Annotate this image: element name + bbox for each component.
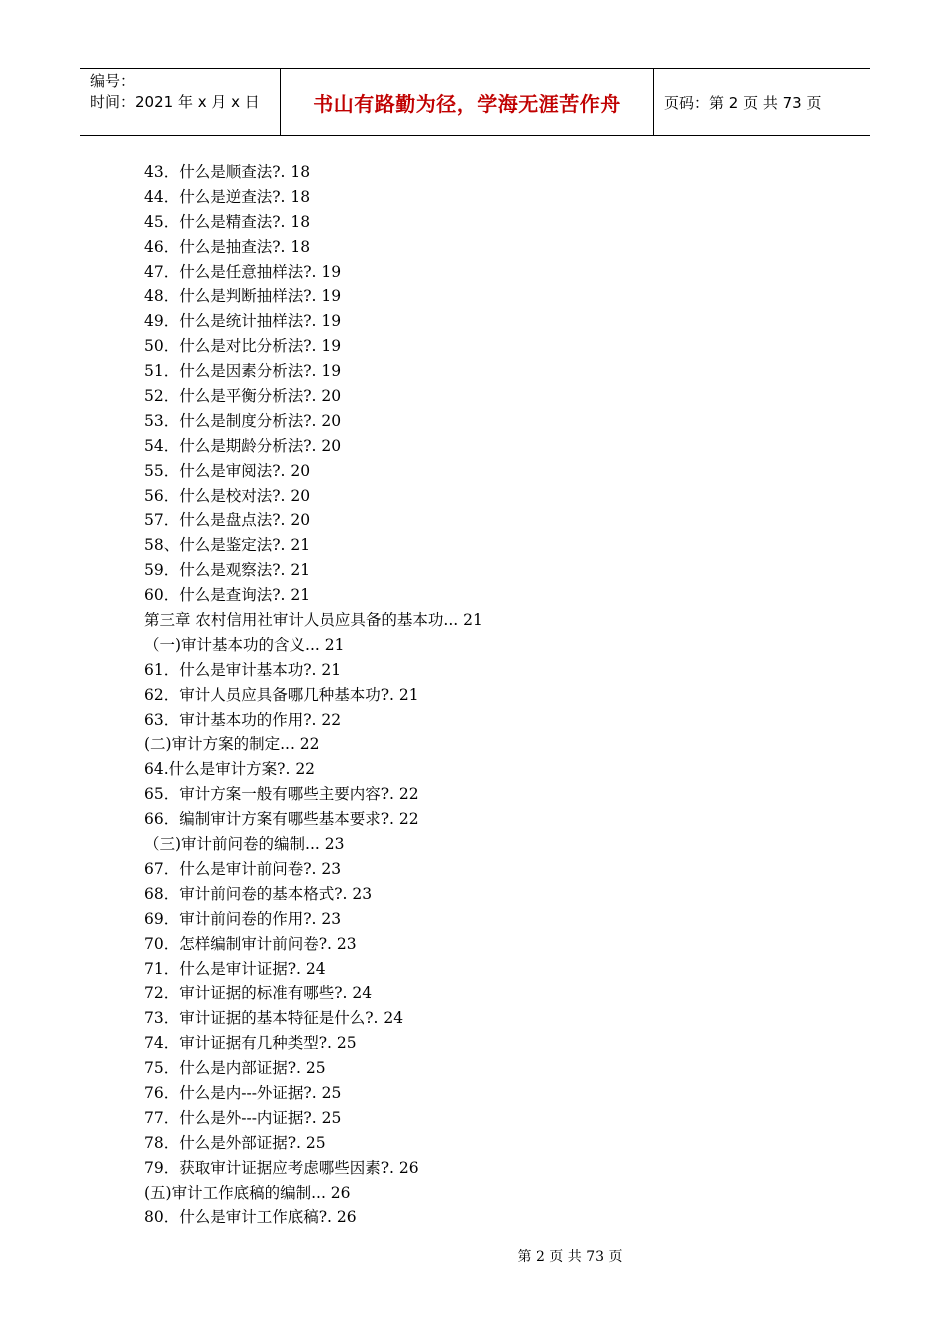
- toc-entry: 57．什么是盘点法?. 20: [144, 511, 311, 530]
- page-footer: 第 2 页 共 73 页: [517, 1249, 623, 1265]
- toc-entry: (五)审计工作底稿的编制... 26: [144, 1183, 351, 1202]
- toc-entry: 60．什么是查询法?. 21: [144, 586, 311, 605]
- toc-entry: 43．什么是顺查法?. 18: [144, 163, 311, 181]
- toc-entry: 44．什么是逆查法?. 18: [144, 187, 311, 206]
- toc-entry: 51．什么是因素分析法?. 19: [144, 362, 342, 381]
- toc-entry: 65．审计方案一般有哪些主要内容?. 22: [144, 785, 419, 804]
- toc-entry: （三)审计前问卷的编制... 23: [144, 835, 345, 854]
- toc-entry: 73．审计证据的基本特征是什么?. 24: [144, 1009, 404, 1028]
- toc-entry: (二)审计方案的制定... 22: [144, 735, 320, 754]
- toc-entry: 61．什么是审计基本功?. 21: [144, 660, 342, 679]
- toc-entry: 59．什么是观察法?. 21: [144, 561, 311, 580]
- toc-entry: 48．什么是判断抽样法?. 19: [144, 287, 342, 306]
- toc-entry: 62．审计人员应具备哪几种基本功?. 21: [144, 685, 419, 704]
- toc-entry: 72．审计证据的标准有哪些?. 24: [144, 984, 373, 1003]
- toc-entry: 69．审计前问卷的作用?. 23: [144, 909, 342, 928]
- toc-entry: 66．编制审计方案有哪些基本要求?. 22: [144, 810, 419, 829]
- toc-entry: 80．什么是审计工作底稿?. 26: [144, 1208, 357, 1227]
- toc-entry: 63．审计基本功的作用?. 22: [144, 710, 342, 729]
- document-number-label: 编号：: [90, 72, 136, 90]
- table-of-contents: [144, 160, 844, 1230]
- document-date-label: 时间：2021 年 x 月 x 日: [90, 93, 260, 111]
- toc-entry: 71．什么是审计证据?. 24: [144, 959, 326, 978]
- toc-entry: 50．什么是对比分析法?. 19: [144, 337, 342, 356]
- toc-entry: 75．什么是内部证据?. 25: [144, 1059, 326, 1078]
- toc-entry: 76．什么是内---外证据?. 25: [144, 1083, 342, 1102]
- toc-entry: 47．什么是任意抽样法?. 19: [144, 262, 342, 281]
- toc-entry: 70．怎样编制审计前问卷?. 23: [144, 934, 357, 953]
- toc-entry: 49．什么是统计抽样法?. 19: [144, 312, 342, 331]
- toc-entry: 54．什么是期龄分析法?. 20: [144, 436, 342, 455]
- header-info-cell: [80, 69, 281, 135]
- toc-entry: 77．什么是外---内证据?. 25: [144, 1108, 342, 1127]
- toc-entry: 53．什么是制度分析法?. 20: [144, 411, 342, 430]
- toc-entry: 78．什么是外部证据?. 25: [144, 1133, 326, 1152]
- toc-entry: 64.什么是审计方案?. 22: [144, 760, 316, 779]
- toc-entry: 46．什么是抽查法?. 18: [144, 237, 311, 256]
- toc-entry: 56．什么是校对法?. 20: [144, 486, 311, 505]
- toc-entry: 45．什么是精查法?. 18: [144, 212, 311, 231]
- toc-entry: 67．什么是审计前问卷?. 23: [144, 859, 342, 878]
- toc-entry: 58、什么是鉴定法?. 21: [144, 536, 311, 555]
- toc-entry: 68．审计前问卷的基本格式?. 23: [144, 884, 373, 903]
- toc-entry: （一)审计基本功的含义... 21: [144, 635, 345, 654]
- toc-entry: 74．审计证据有几种类型?. 25: [144, 1034, 357, 1053]
- header-motto: 书山有路勤为径，学海无涯苦作舟: [281, 69, 654, 135]
- toc-entry: 第三章 农村信用社审计人员应具备的基本功... 21: [144, 611, 483, 630]
- header-page-indicator: 页码：第 2 页 共 73 页: [664, 93, 822, 112]
- toc-entry: 55．什么是审阅法?. 20: [144, 461, 311, 480]
- page-header: [80, 68, 870, 136]
- toc-entry: 52．什么是平衡分析法?. 20: [144, 387, 342, 406]
- toc-entry: 79．获取审计证据应考虑哪些因素?. 26: [144, 1158, 419, 1177]
